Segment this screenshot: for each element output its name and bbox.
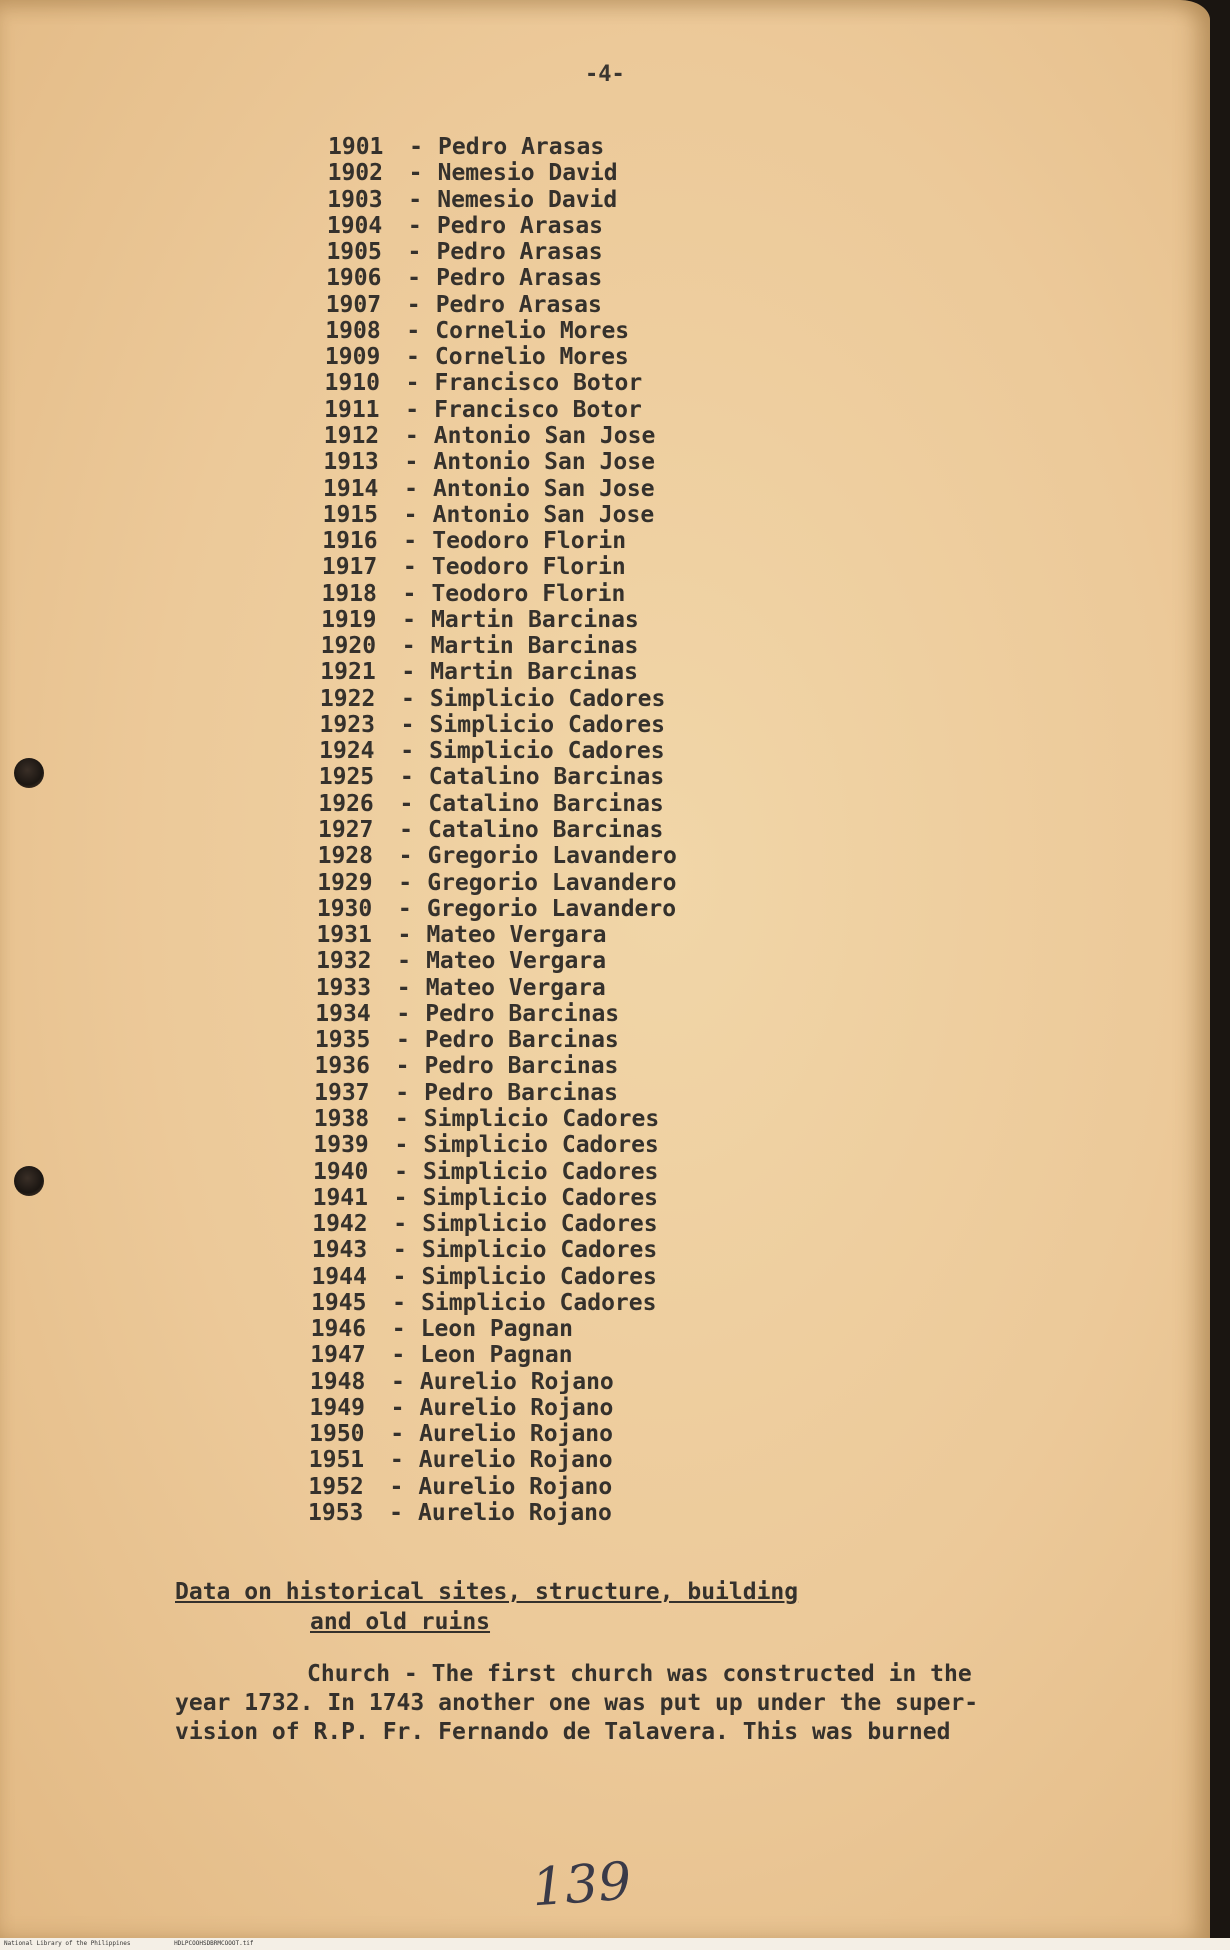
row-name: Pedro Barcinas xyxy=(424,1027,619,1054)
row-year: 1940 xyxy=(313,1158,369,1185)
row-year: 1939 xyxy=(313,1132,369,1159)
official-row xyxy=(310,1342,572,1368)
row-year: 1913 xyxy=(323,449,379,476)
official-row xyxy=(308,1474,612,1500)
row-year: 1920 xyxy=(320,633,377,660)
row-year: 1947 xyxy=(310,1342,366,1369)
official-row xyxy=(317,896,676,922)
row-name: Simplicio Cadores xyxy=(423,1158,659,1185)
row-year: 1930 xyxy=(316,895,373,922)
row-dash: - xyxy=(405,344,420,371)
official-row xyxy=(321,633,639,659)
paragraph-line: year 1732. In 1743 another one was put up under the super- xyxy=(175,1690,979,1716)
row-dash: - xyxy=(397,895,412,922)
handwritten-page-number: 139 xyxy=(530,1851,634,1919)
official-row xyxy=(324,423,656,449)
row-name: Nemesio David xyxy=(437,160,618,187)
row-dash: - xyxy=(407,212,422,239)
row-year: 1928 xyxy=(317,843,373,870)
row-year: 1927 xyxy=(318,817,374,843)
scan-footer xyxy=(0,1938,1230,1950)
official-row xyxy=(314,1106,659,1132)
official-row xyxy=(309,1447,613,1473)
row-name: Cornelio Mores xyxy=(435,317,630,344)
row-year: 1901 xyxy=(328,134,384,160)
official-row xyxy=(326,239,602,265)
official-row xyxy=(313,1159,658,1185)
row-dash: - xyxy=(392,1289,406,1316)
official-row xyxy=(324,397,642,423)
row-year: 1903 xyxy=(327,186,383,213)
official-row xyxy=(316,922,606,948)
row-name: Francisco Botor xyxy=(434,396,642,423)
row-year: 1946 xyxy=(310,1316,367,1343)
row-year: 1951 xyxy=(308,1447,365,1474)
official-row xyxy=(326,292,602,318)
paragraph-line: vision of R.P. Fr. Fernando de Talavera. This was burned xyxy=(175,1719,951,1745)
row-name: Antonio San Jose xyxy=(433,475,655,502)
official-row xyxy=(323,449,655,475)
official-row xyxy=(312,1211,657,1237)
row-dash: - xyxy=(390,1368,405,1395)
row-year: 1933 xyxy=(315,974,372,1001)
row-name: Leon Pagnan xyxy=(420,1316,574,1343)
row-name: Teodoro Florin xyxy=(431,554,626,581)
row-dash: - xyxy=(395,1079,410,1106)
row-dash: - xyxy=(402,554,417,581)
official-row xyxy=(326,265,602,291)
official-row xyxy=(328,160,618,186)
row-dash: - xyxy=(403,501,418,528)
row-name: Leon Pagnan xyxy=(420,1342,573,1369)
official-row xyxy=(327,213,603,239)
row-dash: - xyxy=(405,396,420,423)
row-name: Mateo Vergara xyxy=(425,974,606,1001)
official-row xyxy=(327,187,617,213)
row-year: 1908 xyxy=(325,317,381,344)
row-name: Pedro Arasas xyxy=(438,134,605,160)
row-year: 1931 xyxy=(316,922,372,949)
row-dash: - xyxy=(389,1473,404,1500)
row-name: Pedro Arasas xyxy=(436,212,604,239)
official-row xyxy=(316,975,606,1001)
row-dash: - xyxy=(393,1211,408,1238)
official-row xyxy=(328,134,604,160)
official-row xyxy=(320,686,665,712)
row-year: 1945 xyxy=(311,1289,367,1316)
row-year: 1941 xyxy=(312,1184,368,1211)
official-row xyxy=(322,554,626,580)
official-row xyxy=(317,870,676,896)
official-row xyxy=(312,1237,657,1263)
official-row xyxy=(319,738,664,764)
row-year: 1912 xyxy=(323,422,380,449)
row-name: Antonio San Jose xyxy=(433,449,655,476)
row-name: Cornelio Mores xyxy=(434,344,629,371)
row-name: Simplicio Cadores xyxy=(423,1105,660,1132)
row-name: Simplicio Cadores xyxy=(421,1263,657,1290)
row-name: Pedro Arasas xyxy=(435,291,602,318)
row-name: Antonio San Jose xyxy=(433,422,656,449)
row-name: Catalino Barcinas xyxy=(428,790,664,817)
row-dash: - xyxy=(391,1342,406,1369)
row-dash: - xyxy=(397,948,411,975)
row-name: Simplicio Cadores xyxy=(429,711,665,738)
row-year: 1917 xyxy=(321,554,378,581)
row-dash: - xyxy=(401,633,416,660)
official-row xyxy=(318,817,663,843)
row-year: 1949 xyxy=(309,1394,365,1421)
row-dash: - xyxy=(396,974,411,1001)
row-name: Simplicio Cadores xyxy=(429,738,665,765)
row-year: 1922 xyxy=(319,685,376,712)
row-dash: - xyxy=(402,606,416,633)
row-year: 1906 xyxy=(326,265,382,292)
row-name: Aurelio Rojano xyxy=(418,1500,612,1526)
row-dash: - xyxy=(394,1132,409,1159)
row-year: 1942 xyxy=(312,1211,368,1238)
row-name: Gregorio Lavandero xyxy=(426,895,677,922)
row-name: Mateo Vergara xyxy=(426,948,607,975)
row-name: Pedro Arasas xyxy=(436,239,603,266)
row-name: Martin Barcinas xyxy=(430,633,639,660)
row-name: Simplicio Cadores xyxy=(422,1211,658,1238)
row-year: 1948 xyxy=(309,1368,366,1395)
row-name: Martin Barcinas xyxy=(431,606,639,633)
row-dash: - xyxy=(390,1421,405,1448)
official-row xyxy=(320,712,665,738)
row-name: Teodoro Florin xyxy=(432,528,627,555)
official-row xyxy=(311,1290,656,1316)
row-year: 1911 xyxy=(324,396,380,423)
row-name: Pedro Barcinas xyxy=(425,1000,620,1027)
row-year: 1938 xyxy=(313,1105,370,1132)
row-dash: - xyxy=(389,1500,403,1526)
row-name: Aurelio Rojano xyxy=(419,1394,614,1421)
official-row xyxy=(310,1369,614,1395)
row-year: 1921 xyxy=(320,659,376,686)
row-dash: - xyxy=(406,291,421,318)
row-dash: - xyxy=(392,1237,407,1264)
paragraph-line: Church - The first church was constructed in the xyxy=(307,1661,972,1687)
row-name: Simplicio Cadores xyxy=(429,685,666,712)
official-row xyxy=(325,344,629,370)
row-name: Simplicio Cadores xyxy=(422,1184,659,1211)
row-name: Gregorio Lavandero xyxy=(427,869,677,896)
row-year: 1953 xyxy=(308,1500,364,1526)
official-row xyxy=(325,318,629,344)
row-name: Gregorio Lavandero xyxy=(427,843,677,870)
official-row xyxy=(314,1080,618,1106)
row-year: 1916 xyxy=(322,528,378,555)
page-number: -4- xyxy=(585,62,625,87)
row-year: 1904 xyxy=(326,212,383,239)
row-name: Aurelio Rojano xyxy=(419,1421,614,1448)
row-year: 1915 xyxy=(322,501,378,528)
official-row xyxy=(321,607,639,633)
row-dash: - xyxy=(403,528,418,555)
row-dash: - xyxy=(392,1263,407,1290)
row-dash: - xyxy=(400,738,415,765)
row-dash: - xyxy=(409,134,423,160)
row-dash: - xyxy=(396,1000,411,1027)
section-heading-line1: Data on historical sites, structure, building xyxy=(175,1579,799,1605)
row-dash: - xyxy=(390,1394,405,1421)
row-name: Pedro Barcinas xyxy=(424,1079,619,1106)
row-dash: - xyxy=(407,265,421,292)
row-year: 1943 xyxy=(311,1237,368,1264)
row-dash: - xyxy=(404,422,419,449)
row-dash: - xyxy=(400,685,415,712)
row-year: 1907 xyxy=(325,291,382,318)
row-name: Catalino Barcinas xyxy=(428,764,665,791)
official-row xyxy=(318,791,663,817)
official-row xyxy=(315,1001,619,1027)
official-row xyxy=(311,1264,656,1290)
row-dash: - xyxy=(398,869,413,896)
official-row xyxy=(309,1421,613,1447)
row-dash: - xyxy=(402,580,417,607)
official-row xyxy=(308,1500,612,1526)
row-year: 1905 xyxy=(326,239,382,266)
official-row xyxy=(321,581,625,607)
official-row xyxy=(315,1027,619,1053)
row-name: Francisco Botor xyxy=(434,370,643,397)
row-dash: - xyxy=(399,790,414,817)
row-name: Simplicio Cadores xyxy=(423,1132,659,1159)
row-dash: - xyxy=(399,764,414,791)
row-year: 1909 xyxy=(324,344,381,371)
row-name: Martin Barcinas xyxy=(430,659,639,686)
row-name: Simplicio Cadores xyxy=(421,1289,657,1316)
row-year: 1952 xyxy=(308,1473,364,1500)
row-dash: - xyxy=(391,1316,406,1343)
official-row xyxy=(313,1132,658,1158)
row-year: 1934 xyxy=(315,1000,371,1027)
row-dash: - xyxy=(389,1447,404,1474)
punch-hole xyxy=(14,1166,44,1196)
row-dash: - xyxy=(408,160,423,187)
official-row xyxy=(319,764,664,790)
row-name: Pedro Barcinas xyxy=(424,1053,619,1080)
row-dash: - xyxy=(393,1184,408,1211)
row-year: 1935 xyxy=(314,1027,371,1054)
row-dash: - xyxy=(398,843,413,870)
official-row xyxy=(316,948,606,974)
punch-hole xyxy=(14,758,44,788)
row-year: 1950 xyxy=(309,1421,365,1448)
row-year: 1902 xyxy=(327,160,383,187)
row-year: 1918 xyxy=(321,580,377,607)
row-year: 1925 xyxy=(318,764,375,791)
row-year: 1914 xyxy=(323,475,379,502)
row-year: 1926 xyxy=(318,790,374,817)
row-name: Aurelio Rojano xyxy=(418,1447,613,1474)
row-name: Aurelio Rojano xyxy=(418,1473,613,1500)
row-name: Simplicio Cadores xyxy=(421,1237,658,1264)
row-dash: - xyxy=(394,1158,408,1185)
row-year: 1944 xyxy=(311,1263,367,1290)
row-year: 1936 xyxy=(314,1053,370,1080)
row-name: Aurelio Rojano xyxy=(419,1368,614,1395)
row-dash: - xyxy=(408,186,423,213)
row-year: 1932 xyxy=(316,948,372,975)
row-dash: - xyxy=(406,317,421,344)
row-dash: - xyxy=(394,1105,409,1132)
row-dash: - xyxy=(404,475,418,502)
row-dash: - xyxy=(397,922,412,949)
row-dash: - xyxy=(404,449,419,476)
official-row xyxy=(310,1395,614,1421)
official-row xyxy=(325,370,643,396)
footer-library: National Library of the Philippines xyxy=(4,1940,131,1947)
row-year: 1937 xyxy=(314,1079,370,1106)
official-row xyxy=(315,1053,619,1079)
official-row xyxy=(311,1316,573,1342)
row-year: 1929 xyxy=(317,869,373,896)
footer-filename: HDLPCOOHSDBRMCOOOT.tif xyxy=(174,1940,254,1947)
official-row xyxy=(322,528,626,554)
row-name: Catalino Barcinas xyxy=(428,817,664,843)
row-dash: - xyxy=(400,711,415,738)
official-row xyxy=(323,476,655,502)
row-year: 1919 xyxy=(321,606,377,633)
row-year: 1923 xyxy=(319,711,375,738)
row-dash: - xyxy=(407,239,422,266)
row-name: Teodoro Florin xyxy=(431,580,626,607)
row-dash: - xyxy=(399,817,413,843)
row-dash: - xyxy=(395,1053,410,1080)
official-row xyxy=(313,1185,658,1211)
row-dash: - xyxy=(401,659,416,686)
section-heading-line2: and old ruins xyxy=(310,1609,491,1635)
row-name: Mateo Vergara xyxy=(426,922,607,949)
row-name: Antonio San Jose xyxy=(432,501,655,528)
official-row xyxy=(323,502,655,528)
official-row xyxy=(320,659,638,685)
official-row xyxy=(318,843,677,869)
row-dash: - xyxy=(405,370,420,397)
row-dash: - xyxy=(395,1027,410,1054)
row-year: 1910 xyxy=(324,370,380,397)
section-heading xyxy=(175,1577,798,1637)
row-name: Pedro Arasas xyxy=(436,265,603,292)
church-paragraph xyxy=(175,1660,1075,1747)
row-year: 1924 xyxy=(319,738,375,765)
row-name: Nemesio David xyxy=(437,186,618,213)
